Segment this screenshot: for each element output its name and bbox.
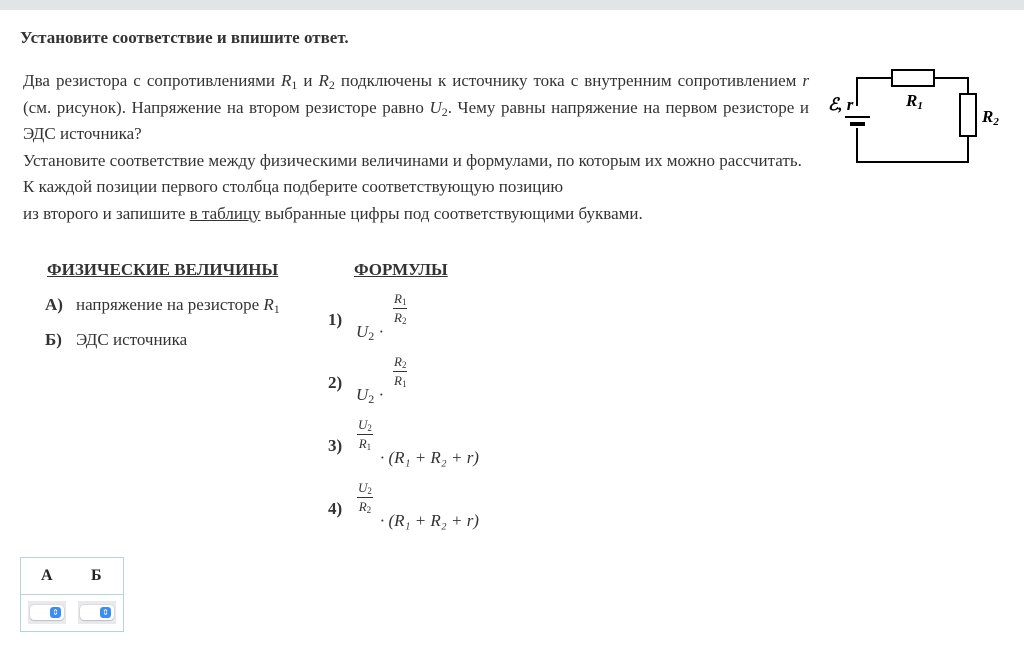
answer-cell-b: [78, 601, 116, 624]
resistor-r2: [960, 94, 976, 136]
quantity-item-a: А) напряжение на резисторе $R_1$: [45, 295, 280, 316]
quantity-item-b: Б) ЭДС источника: [45, 330, 188, 349]
text: . Чему равны напряжение на первом резисторе и ЭДС источника?: [23, 97, 809, 143]
answer-cell-a: [28, 601, 66, 624]
select-updown-icon: ⇕: [50, 607, 61, 618]
circuit-diagram: [826, 66, 1006, 170]
formula-tail: · (R₁ + R₂ + r): [380, 448, 479, 467]
formula-tail: · (R₁ + R₂ + r): [380, 511, 479, 530]
answer-table-header: [21, 558, 123, 595]
question-paragraph-2: Установите соответствие между физическими величинами и формулами, по которым их можно рассчитать.: [23, 150, 802, 170]
formula-lead: $U_2$ ·: [356, 385, 385, 406]
var-r1: $R_1$: [263, 295, 280, 316]
r1-label: R1: [906, 91, 923, 112]
answer-select-a[interactable]: [30, 605, 64, 620]
fraction: $\frac{U_2}{R_2}$: [358, 480, 372, 515]
text: Два резистора с сопротивлениями: [23, 71, 281, 90]
formulas-header: ФОРМУЛЫ: [354, 260, 448, 279]
question-paragraph-3: К каждой позиции первого столбца подберите соответствующую позицию: [23, 177, 564, 196]
column-a-header: А: [41, 567, 53, 584]
var-r: r: [802, 71, 810, 90]
wire-top-left: [857, 78, 892, 106]
top-bar: [0, 0, 1024, 10]
formula-item-3: 3) $\frac{U_2}{R_1}$ · (R₁ + R₂ + r): [328, 417, 479, 467]
answer-table: [20, 557, 124, 632]
question-paragraph-4: из второго и запишите в таблицу выбранные цифры под соответствующими буквами.: [23, 203, 643, 223]
wire-top-right: [934, 78, 968, 94]
text: подключены к источнику тока с внутренним сопротивлением: [334, 71, 803, 90]
emf-label: ℰ, r: [828, 95, 854, 114]
question-paragraph-1: [23, 68, 809, 148]
formula-lead: $U_2$ ·: [356, 322, 385, 343]
fraction: $\frac{R_2}{R_1}$: [394, 354, 407, 389]
formula-item-1: 1) $U_2$ · $\frac{R_1}{R_2}$: [328, 291, 407, 343]
var-u2: $U_2$: [429, 97, 448, 119]
table-link[interactable]: в таблицу: [189, 203, 261, 223]
column-b-header: Б: [91, 567, 102, 584]
resistor-r1: [892, 70, 934, 86]
answer-select-b[interactable]: [80, 605, 114, 620]
quantities-header: ФИЗИЧЕСКИЕ ВЕЛИЧИНЫ: [47, 260, 279, 279]
fraction: $\frac{U_2}{R_1}$: [358, 417, 372, 452]
var-r1: $R_1$: [281, 71, 298, 92]
wire-bottom: [857, 128, 968, 162]
text: (см. рисунок). Напряжение на втором резисторе равно: [23, 97, 430, 117]
text: и: [297, 71, 319, 90]
task-title: Установите соответствие и впишите ответ.: [20, 28, 349, 47]
select-updown-icon: ⇕: [100, 607, 111, 618]
formula-item-2: 2) $U_2$ · $\frac{R_2}{R_1}$: [328, 354, 407, 406]
formula-item-4: 4) $\frac{U_2}{R_2}$ · (R₁ + R₂ + r): [328, 480, 479, 530]
r2-label: R2: [982, 107, 999, 128]
question-text: [23, 68, 809, 227]
fraction: $\frac{R_1}{R_2}$: [394, 291, 407, 326]
var-r2: $R_2$: [318, 71, 335, 92]
